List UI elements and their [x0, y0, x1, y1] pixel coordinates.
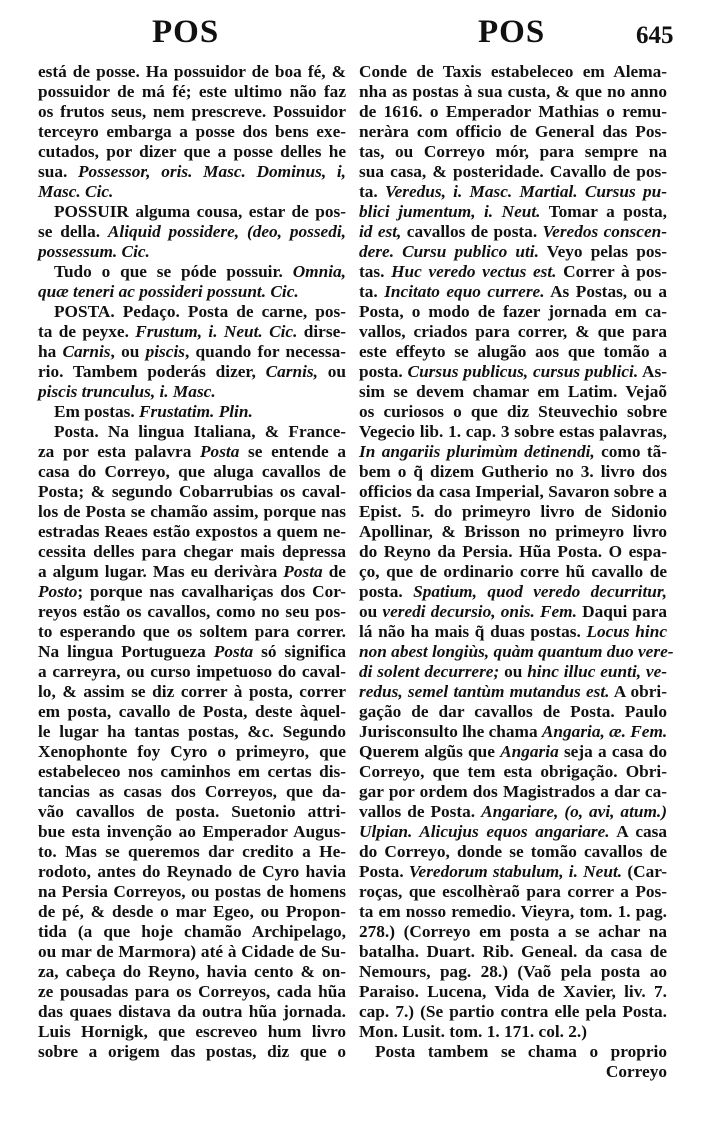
text-segment: vão cavallos de posta. Suetonio attri- — [38, 802, 346, 821]
text-segment: gar por ordem dos Magistrados a dar ca- — [359, 782, 667, 801]
latin-italic-text: Posta — [200, 442, 240, 461]
text-segment: rio. Tambem poderás dizer, — [38, 362, 266, 381]
text-line — [38, 1042, 346, 1062]
text-line — [359, 342, 667, 362]
text-segment: posta. — [359, 362, 408, 381]
text-line — [38, 522, 346, 542]
text-line — [359, 1042, 667, 1062]
text-segment: ta. — [359, 182, 385, 201]
text-line — [359, 1002, 667, 1022]
text-line — [359, 402, 667, 422]
text-line — [38, 902, 346, 922]
text-line — [38, 622, 346, 642]
text-segment: officios da casa Imperial, Savaron sobre a — [359, 482, 667, 501]
text-line — [38, 682, 346, 702]
text-segment: za por esta palavra — [38, 442, 200, 461]
latin-italic-text: Veredus, i. Masc. Martial. Cursus pu- — [384, 182, 667, 201]
text-line — [38, 122, 346, 142]
text-line — [38, 82, 346, 102]
text-line — [38, 302, 346, 322]
text-segment: sobre a origem das postas, diz que o — [38, 1042, 346, 1061]
text-line — [38, 1022, 346, 1042]
latin-italic-text: id est, — [359, 222, 402, 241]
latin-italic-text: hinc illuc eunti, ve- — [527, 662, 667, 681]
text-segment: seja a casa do — [558, 742, 667, 761]
text-line — [38, 542, 346, 562]
text-line — [359, 222, 667, 242]
text-line — [38, 222, 346, 242]
text-segment: Na lingua Portugueza — [38, 642, 214, 661]
latin-italic-text: Posta — [283, 562, 323, 581]
text-line — [359, 522, 667, 542]
text-segment: ta de peyxe. — [38, 322, 136, 341]
text-line — [38, 702, 346, 722]
text-segment: de pé, & desde o mar Egeo, ou Propon- — [38, 902, 346, 921]
text-line — [38, 662, 346, 682]
latin-italic-text: Huc veredo vectus est. — [391, 262, 557, 281]
text-segment: na Persia Correyos, ou postas de homens — [38, 882, 346, 901]
text-line — [38, 162, 346, 182]
latin-italic-text: Carnis — [62, 342, 111, 361]
text-line — [359, 662, 667, 682]
text-line — [38, 402, 346, 422]
text-line — [359, 842, 667, 862]
text-line — [38, 1002, 346, 1022]
latin-italic-text: Frustum, i. Neut. Cic. — [135, 322, 298, 341]
text-line — [38, 842, 346, 862]
text-line — [38, 442, 346, 462]
text-line — [38, 62, 346, 82]
latin-italic-text: piscis — [145, 342, 185, 361]
text-line — [38, 822, 346, 842]
text-line — [38, 102, 346, 122]
text-segment: POSTA. Pedaço. Posta de carne, pos- — [54, 302, 346, 321]
text-segment: os curiosos o que diz Steuvechio sobre — [359, 402, 667, 421]
text-segment: está de posse. Ha possuidor de boa fé, & — [38, 62, 346, 81]
latin-italic-text: Posto — [38, 582, 78, 601]
text-line — [38, 502, 346, 522]
text-line — [359, 922, 667, 942]
text-segment: do Correyo, donde se tomão cavallos de — [359, 842, 667, 861]
latin-italic-text: Masc. Cic. — [38, 182, 114, 201]
text-segment: neràra com officio de General das Pos- — [359, 122, 667, 141]
text-line — [38, 562, 346, 582]
text-line — [359, 322, 667, 342]
text-segment: Nemours, pag. 28.) (Vaõ pela posta ao — [359, 962, 667, 981]
text-line — [359, 942, 667, 962]
text-line — [38, 742, 346, 762]
text-segment: Paraiso. Lucena, Vida de Xavier, liv. 7. — [359, 982, 667, 1001]
text-line — [359, 442, 667, 462]
text-segment: Jurisconsulto lhe chama — [359, 722, 542, 741]
text-line — [38, 922, 346, 942]
text-segment: de — [322, 562, 346, 581]
text-line — [359, 882, 667, 902]
text-line — [38, 642, 346, 662]
latin-italic-text: Angariare, (o, avi, atum.) — [481, 802, 667, 821]
text-line — [359, 682, 667, 702]
text-segment: gação de dar cavallos de Posta. Paulo — [359, 702, 667, 721]
latin-italic-text: Veredorum stabulum, i. Neut. — [408, 862, 623, 881]
text-segment: Posta. — [359, 862, 409, 881]
text-line — [38, 782, 346, 802]
text-segment: le lugar ha tantas postas, &c. Segundo — [38, 722, 346, 741]
text-line — [359, 1022, 667, 1042]
text-line — [359, 242, 667, 262]
text-line — [38, 342, 346, 362]
text-line — [359, 822, 667, 842]
latin-italic-text: Carnis, — [265, 362, 318, 381]
text-segment: tas. — [359, 262, 392, 281]
text-segment: este effeyto se alugão aos que tomão a — [359, 342, 667, 361]
text-segment: a algum lugar. Mas eu derivàra — [38, 562, 284, 581]
right-text-column — [359, 62, 674, 1082]
text-segment: to. Mas se queremos dar credito a He- — [38, 842, 346, 861]
text-segment: tancias as casas dos Correyos, que da- — [38, 782, 346, 801]
text-segment: reyos estão os cavallos, como no seu pos- — [38, 602, 346, 621]
text-line — [359, 302, 667, 322]
text-segment: sim se devem chamar em Latim. Vejaõ — [359, 382, 667, 401]
text-line — [359, 482, 667, 502]
text-line — [38, 142, 346, 162]
text-segment: Luis Hornigk, que escreveo hum livro — [38, 1022, 346, 1041]
text-segment: Correyo — [605, 1062, 667, 1081]
text-segment: Posta, o modo de fazer jornada em ca- — [359, 302, 667, 321]
text-segment: nha as postas à sua custa, & que no anno — [359, 82, 667, 101]
text-segment: A casa — [609, 822, 667, 841]
text-segment: sua casa, & posteridade. Cavallo de pos- — [359, 162, 667, 181]
text-line — [38, 862, 346, 882]
text-segment: A obri- — [609, 682, 667, 701]
text-line — [38, 582, 346, 602]
text-segment: Xenophonte foy Cyro o primeyro, que — [38, 742, 346, 761]
text-segment: lo, & assim se diz correr à posta, correr — [38, 682, 346, 701]
running-head-left: POS — [152, 14, 220, 50]
text-line — [38, 242, 346, 262]
text-line — [359, 122, 667, 142]
text-line — [38, 942, 346, 962]
latin-italic-text: Ulpian. Alicujus equos angariare. — [359, 822, 610, 841]
text-segment: (Car- — [622, 862, 668, 881]
text-line — [38, 202, 346, 222]
page-number: 645 — [636, 22, 674, 49]
text-line — [359, 62, 667, 82]
text-line — [359, 362, 667, 382]
text-segment: bue esta invenção ao Emperador Augus- — [38, 822, 346, 841]
latin-italic-text: Cursus publicus, cursus publici. — [407, 362, 639, 381]
text-segment: Posta. Na lingua Italiana, & France- — [54, 422, 346, 441]
running-head-right: POS — [478, 14, 546, 50]
text-segment: Mon. Lusit. tom. 1. 171. col. 2.) — [359, 1022, 588, 1041]
text-line — [359, 782, 667, 802]
text-segment: Tomar a posta, — [540, 202, 667, 221]
text-line — [359, 162, 667, 182]
text-segment: roças, que escolhèraõ para correr a Pos- — [359, 882, 667, 901]
text-line — [359, 1062, 667, 1082]
text-segment: casa do Correyo, que aluga cavallos de — [38, 462, 346, 481]
text-segment: a carreyra, ou curso impetuoso do caval- — [38, 662, 346, 681]
latin-italic-text: di solent decurrere; — [359, 662, 500, 681]
text-line — [38, 362, 346, 382]
text-line — [38, 382, 346, 402]
text-segment: vallos, criados para correr, & que para — [359, 322, 667, 341]
text-segment: ou — [359, 602, 383, 621]
text-line — [38, 762, 346, 782]
text-line — [359, 202, 667, 222]
latin-italic-text: piscis trunculus, i. Masc. — [38, 382, 216, 401]
text-segment: como tã- — [594, 442, 668, 461]
text-line — [38, 182, 346, 202]
text-line — [38, 422, 346, 442]
text-segment: cap. 7.) (Se partio contra elle pela Posta. — [359, 1002, 667, 1021]
text-segment: Veyo pelas pos- — [538, 242, 667, 261]
latin-italic-text: In angariis plurimùm detinendi, — [359, 442, 595, 461]
text-segment: bem o q̃ dizem Gutherio no 3. livro dos — [359, 462, 667, 481]
text-segment: das quaes distava da outra hũa jornada. — [38, 1002, 346, 1021]
text-segment: estradas Reaes estão expostos a quem ne- — [38, 522, 346, 541]
text-segment: cessita delles para chegar mais depressa — [38, 542, 346, 561]
text-segment: Conde de Taxis estabeleceo em Alema- — [359, 62, 667, 81]
text-segment: estabeleceo nos caminhos em certas dis- — [38, 762, 346, 781]
text-segment: ta em nosso remedio. Vieyra, tom. 1. pag. — [359, 902, 667, 921]
text-segment: ha — [38, 342, 63, 361]
text-line — [359, 462, 667, 482]
text-segment: de 1616. o Emperador Mathias o remu- — [359, 102, 667, 121]
text-segment: As Postas, ou a — [544, 282, 667, 301]
text-line — [359, 262, 667, 282]
text-line — [359, 82, 667, 102]
latin-italic-text: Angaria, æ. Fem. — [541, 722, 668, 741]
text-line — [359, 602, 667, 622]
text-segment: Em postas. — [54, 402, 139, 421]
text-line — [359, 702, 667, 722]
text-line — [359, 802, 667, 822]
text-segment: Correyo, que tem esta obrigação. Obri- — [359, 762, 667, 781]
text-segment: tas, ou Correyo mór, para sempre na — [359, 142, 667, 161]
text-segment: ou — [317, 362, 346, 381]
text-segment: os frutos seus, nem prescreve. Possuidor — [38, 102, 346, 121]
text-segment: ze pousadas para os Correyos, cada hũa — [38, 982, 346, 1001]
text-line — [359, 542, 667, 562]
left-text-column — [38, 62, 346, 1062]
latin-italic-text: Angaria — [500, 742, 559, 761]
latin-italic-text: Frustatim. Plin. — [138, 402, 253, 421]
text-line — [38, 462, 346, 482]
latin-italic-text: veredi decursio, onis. Fem. — [382, 602, 577, 621]
text-line — [359, 382, 667, 402]
text-segment: los de Posta se chamão assim, porque nas — [38, 502, 346, 521]
latin-italic-text: Posta — [213, 642, 254, 661]
text-segment: ço, que de ordinario corre hũ cavallo de — [359, 562, 667, 581]
text-segment: As- — [638, 362, 668, 381]
latin-italic-text: dere. Cursu publico uti. — [359, 242, 539, 261]
text-segment: Posta; & segundo Cobarrubias os caval- — [38, 482, 346, 501]
text-line — [38, 282, 346, 302]
text-line — [359, 902, 667, 922]
text-segment: lá não ha mais q̃ duas postas. — [359, 622, 587, 641]
latin-italic-text: quæ teneri ac possideri possunt. Cic. — [38, 282, 299, 301]
text-segment: Querem algũs que — [359, 742, 501, 761]
latin-italic-text: blici jumentum, i. Neut. — [359, 202, 541, 221]
text-segment: se entende a — [239, 442, 346, 461]
latin-italic-text: Incitato equo currere. — [384, 282, 545, 301]
text-segment: batalha. Duart. Rib. Geneal. da casa de — [359, 942, 667, 961]
text-line — [359, 642, 674, 662]
text-segment: Daqui para — [576, 602, 667, 621]
latin-italic-text: Omnia, — [292, 262, 346, 281]
text-segment: Apollinar, & Brisson no primeyro livro — [359, 522, 667, 541]
text-segment: sua. — [38, 162, 78, 181]
text-line — [359, 722, 667, 742]
text-line — [359, 962, 667, 982]
text-line — [359, 142, 667, 162]
text-line — [38, 482, 346, 502]
text-line — [38, 602, 346, 622]
text-segment: dirse- — [297, 322, 347, 341]
text-line — [359, 182, 667, 202]
text-segment: POSSUIR alguma cousa, estar de pos- — [54, 202, 346, 221]
text-segment: rodoto, antes do Reynado de Cyro havia — [38, 862, 346, 881]
text-segment: za, cabeça do Reyno, havia cento & on- — [38, 962, 346, 981]
latin-italic-text: possessum. Cic. — [38, 242, 150, 261]
text-segment: Tudo o que se póde possuir. — [54, 262, 293, 281]
latin-italic-text: non abest longiùs, quàm quantum duo vere- — [359, 642, 674, 661]
text-segment: em posta, cavallo de Posta, deste àquel- — [38, 702, 346, 721]
text-segment: do Reyno da Persia. Hũa Posta. O espa- — [359, 542, 667, 561]
text-segment: Epist. 5. do primeyro livro de Sidonio — [359, 502, 667, 521]
text-line — [359, 502, 667, 522]
text-segment: terceyro embarga a posse dos bens exe- — [38, 122, 346, 141]
latin-italic-text: Aliquid possidere, (deo, possedi, — [107, 222, 346, 241]
latin-italic-text: Veredos conscen- — [542, 222, 667, 241]
latin-italic-text: Spatium, quod veredo decurritur, — [413, 582, 667, 601]
text-line — [359, 622, 667, 642]
text-segment: Correr à pos- — [556, 262, 667, 281]
text-line — [38, 962, 346, 982]
text-segment: ou mar de Marmora) até à Cidade de Su- — [38, 942, 346, 961]
text-line — [359, 562, 667, 582]
text-line — [359, 742, 667, 762]
text-segment: possuidor de má fé; este ultimo não faz — [38, 82, 346, 101]
text-segment: , quando for necessa- — [184, 342, 346, 361]
text-segment: Posta tambem se chama o proprio — [375, 1042, 667, 1061]
text-segment: posta. — [359, 582, 414, 601]
text-segment: vallos de Posta. — [359, 802, 482, 821]
text-segment: , ou — [110, 342, 146, 361]
text-line — [359, 862, 667, 882]
text-line — [38, 882, 346, 902]
text-line — [359, 762, 667, 782]
text-segment: Vegecio lib. 1. cap. 3 sobre estas palavras, — [359, 422, 667, 441]
text-line — [359, 422, 667, 442]
latin-italic-text: Possessor, oris. Masc. Dominus, i, — [78, 162, 346, 181]
text-segment: se della. — [38, 222, 108, 241]
text-segment: ; porque nas cavalhariças dos Cor- — [77, 582, 346, 601]
text-line — [38, 262, 346, 282]
text-line — [38, 982, 346, 1002]
text-segment: cutados, por dizer que a posse delles he — [38, 142, 346, 161]
text-line — [359, 582, 667, 602]
text-segment: 278.) (Correyo em posta a se achar na — [359, 922, 667, 941]
text-line — [359, 102, 667, 122]
text-segment: tida (a que hoje chamão Archipelago, — [38, 922, 346, 941]
latin-italic-text: redus, semel tantùm mutandus est. — [359, 682, 610, 701]
latin-italic-text: Locus hinc — [586, 622, 668, 641]
text-line — [38, 722, 346, 742]
text-line — [38, 322, 346, 342]
text-line — [359, 982, 667, 1002]
text-line — [38, 802, 346, 822]
text-line — [359, 282, 667, 302]
text-segment: cavallos de posta. — [401, 222, 543, 241]
text-segment: ta. — [359, 282, 385, 301]
text-segment: to esperando que os soltem para correr. — [38, 622, 346, 641]
text-segment: só significa — [253, 642, 346, 661]
text-segment: ou — [499, 662, 528, 681]
